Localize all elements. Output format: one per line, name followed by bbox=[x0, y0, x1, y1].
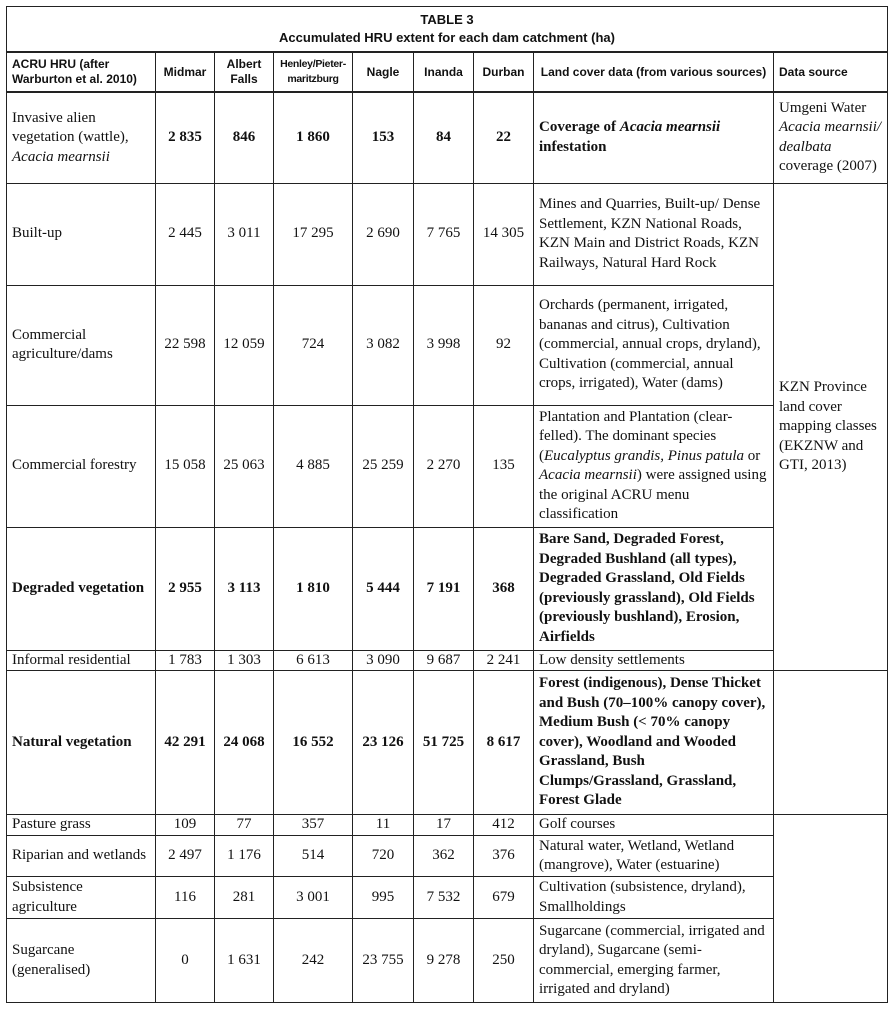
value-cell: 0 bbox=[156, 919, 215, 1003]
land-cover-cell: Low density settlements bbox=[534, 650, 774, 671]
land-cover-cell: Mines and Quarries, Built-up/ Dense Settlement, KZN National Roads, KZN Main and District Roads, KZN Railways, Natural Hard Rock bbox=[534, 183, 774, 285]
value-cell: 362 bbox=[414, 836, 474, 877]
value-cell: 3 001 bbox=[274, 877, 353, 919]
value-cell: 724 bbox=[274, 285, 353, 405]
value-cell: 24 068 bbox=[215, 671, 274, 815]
land-cover-cell: Orchards (permanent, irrigated, bananas and citrus), Cultivation (commercial, annual crops, dryland), Cultivation (commercial, annual crops, irrigated), Water (dams) bbox=[534, 285, 774, 405]
value-cell: 995 bbox=[353, 877, 414, 919]
header-hru: ACRU HRU (after Warburton et al. 2010) bbox=[7, 52, 156, 92]
hru-cell: Invasive alien vegetation (wattle), Acacia mearnsii bbox=[7, 92, 156, 183]
hru-cell: Subsistence agriculture bbox=[7, 877, 156, 919]
hru-extent-table bbox=[6, 6, 888, 1003]
table-row bbox=[7, 527, 888, 650]
value-cell: 2 445 bbox=[156, 183, 215, 285]
value-cell: 2 241 bbox=[474, 650, 534, 671]
table-row bbox=[7, 405, 888, 527]
value-cell: 22 bbox=[474, 92, 534, 183]
value-cell: 12 059 bbox=[215, 285, 274, 405]
value-cell: 4 885 bbox=[274, 405, 353, 527]
table-row bbox=[7, 836, 888, 877]
value-cell: 1 176 bbox=[215, 836, 274, 877]
value-cell: 1 303 bbox=[215, 650, 274, 671]
table-row bbox=[7, 877, 888, 919]
hru-cell: Commercial agriculture/dams bbox=[7, 285, 156, 405]
value-cell: 514 bbox=[274, 836, 353, 877]
value-cell: 2 690 bbox=[353, 183, 414, 285]
header-inanda: Inanda bbox=[414, 52, 474, 92]
table-row bbox=[7, 671, 888, 815]
value-cell: 135 bbox=[474, 405, 534, 527]
land-cover-cell: Bare Sand, Degraded Forest, Degraded Bushland (all types), Degraded Grassland, Old Fields (previously grassland), Old Fields (previously bushland), Erosion, Airfields bbox=[534, 527, 774, 650]
value-cell: 1 783 bbox=[156, 650, 215, 671]
value-cell: 357 bbox=[274, 815, 353, 836]
value-cell: 5 444 bbox=[353, 527, 414, 650]
hru-cell: Riparian and wetlands bbox=[7, 836, 156, 877]
value-cell: 3 011 bbox=[215, 183, 274, 285]
land-cover-cell: Forest (indigenous), Dense Thicket and Bush (70–100% canopy cover), Medium Bush (< 70% canopy cover), Woodland and Wooded Grassland, Bush Clumps/Grassland, Grassland, Forest Glade bbox=[534, 671, 774, 815]
value-cell: 720 bbox=[353, 836, 414, 877]
data-source-cell: KZN Province land cover mapping classes (EKZNW and GTI, 2013) bbox=[774, 183, 888, 671]
header-durban: Durban bbox=[474, 52, 534, 92]
data-source-cell-empty bbox=[774, 815, 888, 1003]
header-henley: Henley/Pieter-maritzburg bbox=[274, 52, 353, 92]
value-cell: 9 278 bbox=[414, 919, 474, 1003]
hru-cell: Built-up bbox=[7, 183, 156, 285]
land-cover-cell: Plantation and Plantation (clear-felled). The dominant species (Eucalyptus grandis, Pinus patula or Acacia mearnsii) were assigned using the original ACRU menu classification bbox=[534, 405, 774, 527]
value-cell: 2 497 bbox=[156, 836, 215, 877]
value-cell: 25 259 bbox=[353, 405, 414, 527]
table-row bbox=[7, 285, 888, 405]
value-cell: 14 305 bbox=[474, 183, 534, 285]
value-cell: 846 bbox=[215, 92, 274, 183]
hru-cell: Pasture grass bbox=[7, 815, 156, 836]
data-source-cell: Umgeni Water Acacia mearnsii/ dealbata coverage (2007) bbox=[774, 92, 888, 183]
value-cell: 8 617 bbox=[474, 671, 534, 815]
hru-cell: Sugarcane (generalised) bbox=[7, 919, 156, 1003]
value-cell: 92 bbox=[474, 285, 534, 405]
value-cell: 7 532 bbox=[414, 877, 474, 919]
value-cell: 3 082 bbox=[353, 285, 414, 405]
value-cell: 6 613 bbox=[274, 650, 353, 671]
hru-cell: Natural vegetation bbox=[7, 671, 156, 815]
table-row bbox=[7, 650, 888, 671]
header-row bbox=[7, 52, 888, 92]
value-cell: 2 835 bbox=[156, 92, 215, 183]
land-cover-cell: Coverage of Acacia mearnsii infestation bbox=[534, 92, 774, 183]
value-cell: 7 191 bbox=[414, 527, 474, 650]
table-row bbox=[7, 92, 888, 183]
value-cell: 1 631 bbox=[215, 919, 274, 1003]
table-row bbox=[7, 183, 888, 285]
table-row bbox=[7, 919, 888, 1003]
value-cell: 368 bbox=[474, 527, 534, 650]
value-cell: 2 270 bbox=[414, 405, 474, 527]
value-cell: 84 bbox=[414, 92, 474, 183]
value-cell: 25 063 bbox=[215, 405, 274, 527]
value-cell: 242 bbox=[274, 919, 353, 1003]
hru-cell: Degraded vegetation bbox=[7, 527, 156, 650]
value-cell: 17 bbox=[414, 815, 474, 836]
table-title: TABLE 3 Accumulated HRU extent for each dam catchment (ha) bbox=[7, 7, 888, 53]
value-cell: 109 bbox=[156, 815, 215, 836]
value-cell: 15 058 bbox=[156, 405, 215, 527]
value-cell: 116 bbox=[156, 877, 215, 919]
header-midmar: Midmar bbox=[156, 52, 215, 92]
data-source-cell-empty bbox=[774, 671, 888, 815]
table-row bbox=[7, 815, 888, 836]
value-cell: 2 955 bbox=[156, 527, 215, 650]
value-cell: 7 765 bbox=[414, 183, 474, 285]
value-cell: 679 bbox=[474, 877, 534, 919]
value-cell: 412 bbox=[474, 815, 534, 836]
value-cell: 11 bbox=[353, 815, 414, 836]
value-cell: 22 598 bbox=[156, 285, 215, 405]
value-cell: 281 bbox=[215, 877, 274, 919]
value-cell: 23 126 bbox=[353, 671, 414, 815]
header-land-cover: Land cover data (from various sources) bbox=[534, 52, 774, 92]
value-cell: 3 090 bbox=[353, 650, 414, 671]
hru-cell: Commercial forestry bbox=[7, 405, 156, 527]
hru-cell: Informal residential bbox=[7, 650, 156, 671]
land-cover-cell: Natural water, Wetland, Wetland (mangrove), Water (estuarine) bbox=[534, 836, 774, 877]
value-cell: 9 687 bbox=[414, 650, 474, 671]
land-cover-cell: Sugarcane (commercial, irrigated and dryland), Sugarcane (semi-commercial, emerging farmer, irrigated and dryland) bbox=[534, 919, 774, 1003]
header-data-source: Data source bbox=[774, 52, 888, 92]
land-cover-cell: Cultivation (subsistence, dryland), Smallholdings bbox=[534, 877, 774, 919]
value-cell: 16 552 bbox=[274, 671, 353, 815]
value-cell: 1 810 bbox=[274, 527, 353, 650]
value-cell: 77 bbox=[215, 815, 274, 836]
value-cell: 42 291 bbox=[156, 671, 215, 815]
land-cover-cell: Golf courses bbox=[534, 815, 774, 836]
value-cell: 17 295 bbox=[274, 183, 353, 285]
header-albert-falls: Albert Falls bbox=[215, 52, 274, 92]
header-nagle: Nagle bbox=[353, 52, 414, 92]
value-cell: 3 113 bbox=[215, 527, 274, 650]
value-cell: 23 755 bbox=[353, 919, 414, 1003]
value-cell: 376 bbox=[474, 836, 534, 877]
value-cell: 153 bbox=[353, 92, 414, 183]
value-cell: 3 998 bbox=[414, 285, 474, 405]
value-cell: 1 860 bbox=[274, 92, 353, 183]
value-cell: 51 725 bbox=[414, 671, 474, 815]
value-cell: 250 bbox=[474, 919, 534, 1003]
